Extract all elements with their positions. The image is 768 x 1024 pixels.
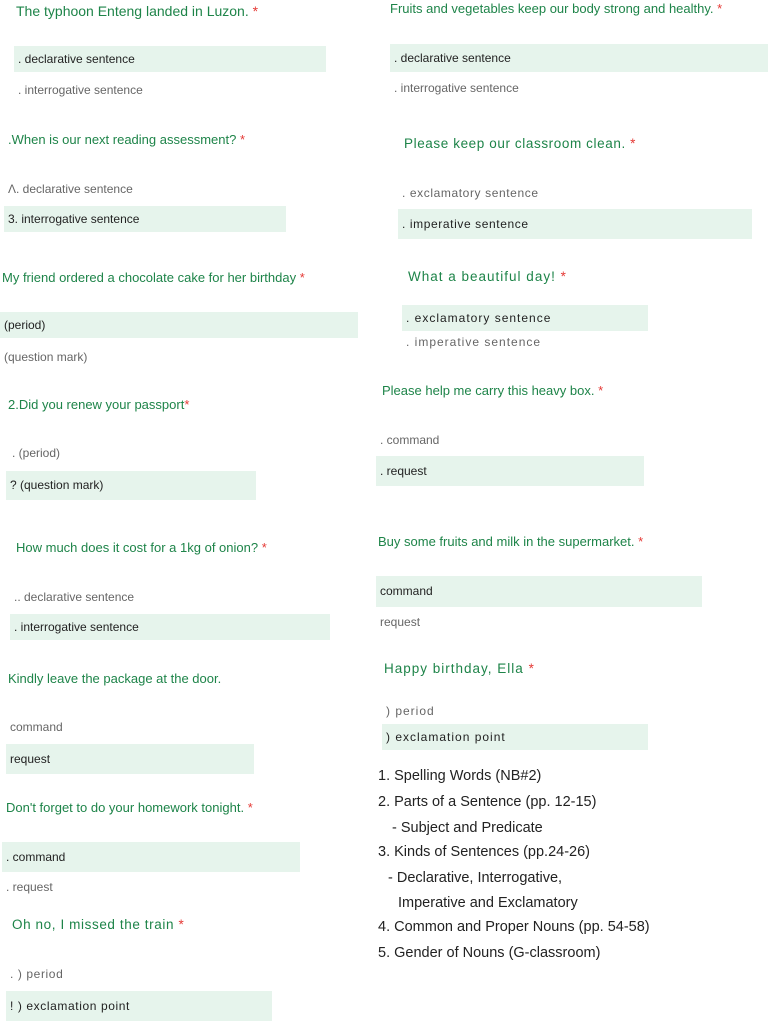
question-7-option-request[interactable]: . request [6, 880, 53, 894]
question-4-text: 2.Did you renew your passport* [8, 397, 190, 412]
question-2-option-interrogative[interactable]: 3. interrogative sentence [4, 206, 286, 232]
topic-subitem: - Declarative, Interrogative, [388, 870, 563, 886]
question-13-option-command[interactable]: command [376, 576, 702, 607]
question-1-text: The typhoon Enteng landed in Luzon. * [16, 3, 259, 19]
question-13-option-request[interactable]: request [380, 615, 421, 629]
question-12-option-request[interactable]: . request [376, 456, 644, 486]
topic-item: 4. Common and Proper Nouns (pp. 54-58) [378, 919, 650, 935]
question-9-option-interrogative[interactable]: . interrogative sentence [394, 81, 519, 95]
topic-subitem: Imperative and Exclamatory [398, 895, 578, 911]
question-8-text: Oh no, I missed the train * [12, 917, 185, 932]
topic-item: 5. Gender of Nouns (G-classroom) [378, 945, 601, 961]
topic-item: 1. Spelling Words (NB#2) [378, 768, 542, 784]
question-6-option-command[interactable]: command [10, 720, 63, 734]
question-8-option-period[interactable]: . ) period [10, 967, 64, 981]
question-8-option-exclamation-point[interactable]: ! ) exclamation point [6, 991, 272, 1021]
question-5-text: How much does it cost for a 1kg of onion? * [16, 540, 267, 555]
question-2-text: .When is our next reading assessment? * [8, 132, 246, 147]
question-12-option-command[interactable]: . command [380, 433, 440, 447]
question-3-option-question-mark[interactable]: (question mark) [4, 350, 88, 364]
question-4-option-period[interactable]: . (period) [12, 446, 61, 460]
question-13-text: Buy some fruits and milk in the supermarket. * [378, 534, 644, 549]
question-11-option-imperative[interactable]: . imperative sentence [406, 335, 542, 349]
question-10-text: Please keep our classroom clean. * [404, 136, 637, 151]
question-14-option-exclamation-point[interactable]: ) exclamation point [382, 724, 648, 750]
question-6-option-request[interactable]: request [6, 744, 254, 774]
question-6-text: Kindly leave the package at the door. [8, 671, 222, 686]
question-1-option-declarative[interactable]: . declarative sentence [14, 46, 326, 72]
question-3-option-period[interactable]: (period) [0, 312, 358, 338]
topic-item: 3. Kinds of Sentences (pp.24-26) [378, 844, 590, 860]
topic-subitem: - Subject and Predicate [392, 820, 543, 836]
question-9-text: Fruits and vegetables keep our body strong and healthy. * [390, 1, 723, 16]
question-11-option-exclamatory[interactable]: . exclamatory sentence [402, 305, 648, 331]
question-5-option-declarative[interactable]: .. declarative sentence [14, 590, 135, 604]
question-1-option-interrogative[interactable]: . interrogative sentence [18, 83, 143, 97]
question-3-text: My friend ordered a chocolate cake for her birthday * [2, 270, 305, 285]
question-5-option-interrogative[interactable]: . interrogative sentence [10, 614, 330, 640]
question-14-option-period[interactable]: ) period [386, 704, 435, 718]
question-2-option-declarative[interactable]: Λ. declarative sentence [8, 182, 133, 196]
topic-item: 2. Parts of a Sentence (pp. 12-15) [378, 794, 597, 810]
question-11-text: What a beautiful day! * [408, 269, 567, 284]
question-10-option-exclamatory[interactable]: . exclamatory sentence [402, 186, 539, 200]
question-10-option-imperative[interactable]: . imperative sentence [398, 209, 752, 239]
question-7-text: Don't forget to do your homework tonight. * [6, 800, 253, 815]
question-4-option-question-mark[interactable]: ? (question mark) [6, 471, 256, 500]
question-14-text: Happy birthday, Ella * [384, 661, 535, 676]
question-7-option-command[interactable]: . command [2, 842, 300, 872]
question-9-option-declarative[interactable]: . declarative sentence [390, 44, 768, 72]
question-12-text: Please help me carry this heavy box. * [382, 383, 604, 398]
